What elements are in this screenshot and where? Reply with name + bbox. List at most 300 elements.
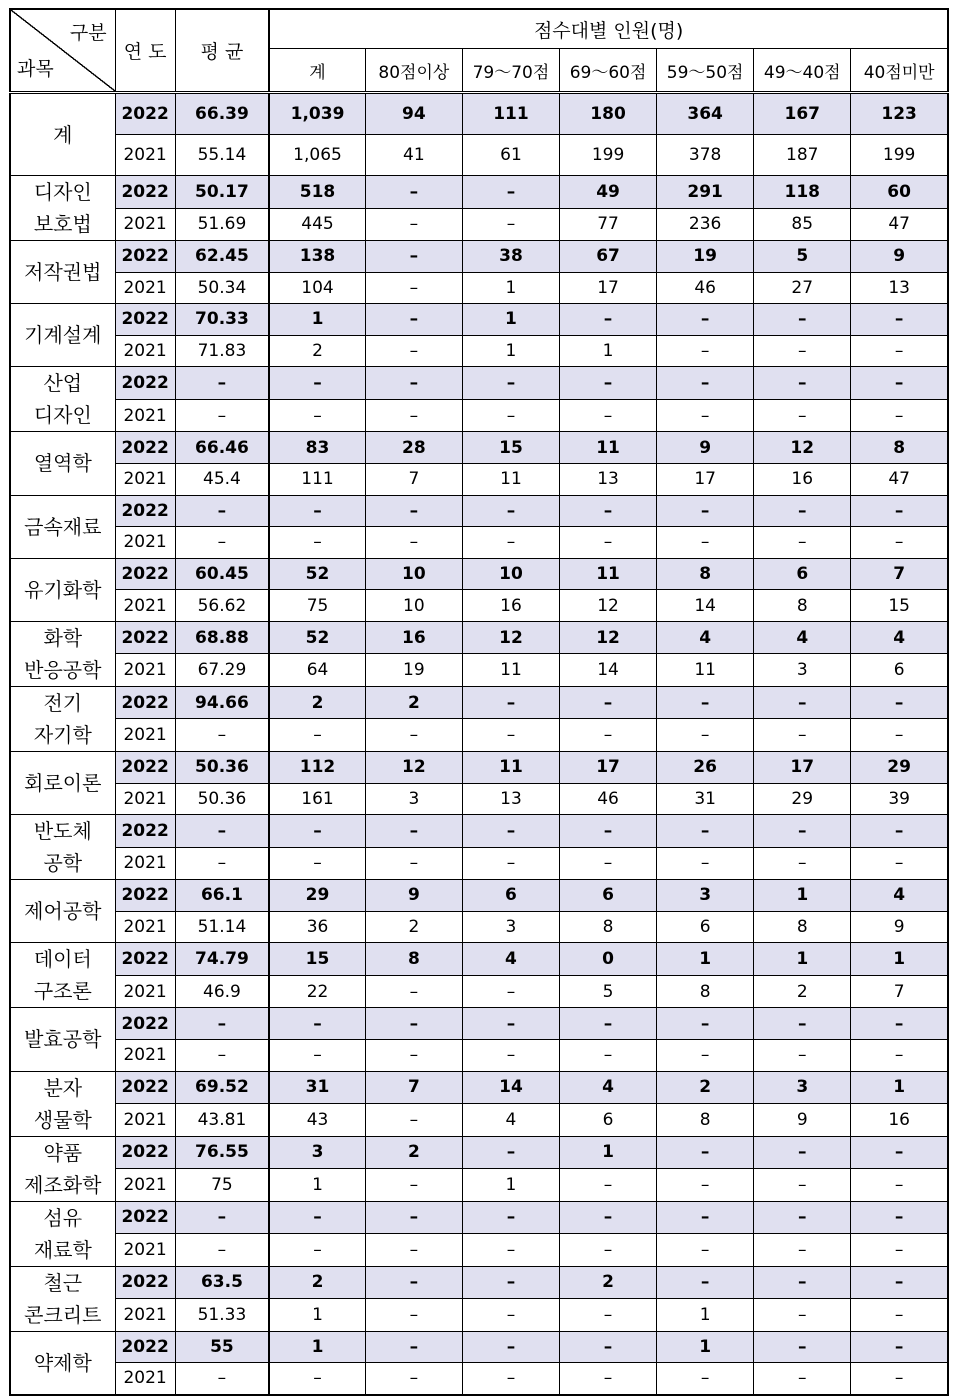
count-cell: – [754, 1266, 851, 1299]
subject-label: 저작권법 [24, 260, 102, 285]
year-cell: 2021 [115, 335, 175, 367]
count-cell: – [560, 495, 657, 527]
count-cell: – [365, 304, 462, 336]
count-cell: – [462, 686, 559, 719]
year-cell: 2021 [115, 208, 175, 241]
count-cell: – [657, 335, 754, 367]
count-cell: 41 [365, 135, 462, 176]
count-cell: 111 [462, 93, 559, 135]
count-cell: – [560, 1299, 657, 1332]
count-cell: – [560, 399, 657, 432]
year-cell: 2022 [115, 943, 175, 976]
count-cell: 1,065 [269, 135, 365, 176]
subject-cell [10, 751, 115, 814]
count-cell: – [365, 241, 462, 273]
count-cell: – [560, 847, 657, 880]
year-cell: 2021 [115, 847, 175, 880]
year-cell: 2022 [115, 1136, 175, 1169]
count-cell: – [754, 815, 851, 848]
average-cell: 67.29 [175, 654, 269, 687]
count-cell: – [365, 1008, 462, 1040]
count-cell: – [462, 1234, 559, 1267]
count-cell: 47 [851, 208, 948, 241]
count-cell: 12 [462, 621, 559, 654]
subject-label: 분자 생물학 [33, 1075, 92, 1132]
count-cell: – [365, 1104, 462, 1137]
count-cell: – [851, 335, 948, 367]
count-cell: – [462, 719, 559, 752]
subject-label: 회로이론 [24, 771, 102, 796]
count-cell: 12 [365, 751, 462, 783]
count-cell: 64 [269, 654, 365, 687]
subject-label: 약제학 [33, 1350, 92, 1375]
count-cell: 2 [269, 686, 365, 719]
count-cell: – [560, 719, 657, 752]
count-cell: 17 [560, 272, 657, 304]
average-cell: 46.9 [175, 975, 269, 1008]
subject-label: 전기 자기학 [33, 690, 92, 747]
count-cell: 5 [560, 975, 657, 1008]
count-cell: 61 [462, 135, 559, 176]
count-cell: – [269, 1363, 365, 1395]
count-cell: 13 [851, 272, 948, 304]
average-cell: 50.36 [175, 783, 269, 815]
count-cell: – [269, 1039, 365, 1071]
table-row [10, 208, 948, 241]
count-cell: – [657, 1008, 754, 1040]
table-row [10, 1201, 948, 1234]
subject-cell [10, 367, 115, 432]
count-cell: 1 [269, 1299, 365, 1332]
average-cell: 60.45 [175, 558, 269, 590]
count-cell: 29 [754, 783, 851, 815]
count-cell: – [269, 495, 365, 527]
count-cell: – [269, 1008, 365, 1040]
count-cell: 14 [462, 1071, 559, 1104]
average-cell: 51.14 [175, 911, 269, 943]
count-cell: – [462, 1136, 559, 1169]
count-cell: 14 [657, 590, 754, 622]
count-cell: 1 [657, 1331, 754, 1363]
count-cell: – [365, 1299, 462, 1332]
count-cell: 8 [754, 911, 851, 943]
year-cell: 2022 [115, 815, 175, 848]
count-cell: – [365, 335, 462, 367]
average-cell: – [175, 1039, 269, 1071]
table-row [10, 943, 948, 976]
count-cell: 104 [269, 272, 365, 304]
year-cell: 2021 [115, 1234, 175, 1267]
table-row [10, 272, 948, 304]
count-cell: – [851, 1201, 948, 1234]
year-cell: 2021 [115, 1363, 175, 1395]
average-cell: 56.62 [175, 590, 269, 622]
count-cell: – [462, 847, 559, 880]
count-cell: 1 [657, 943, 754, 976]
count-cell: – [754, 304, 851, 336]
count-cell: – [657, 1234, 754, 1267]
count-cell: – [754, 719, 851, 752]
table-row [10, 880, 948, 912]
count-cell: 38 [462, 241, 559, 273]
year-cell: 2022 [115, 1201, 175, 1234]
count-cell: 6 [851, 654, 948, 687]
count-cell: 6 [462, 880, 559, 912]
count-cell: 22 [269, 975, 365, 1008]
count-cell: – [851, 1136, 948, 1169]
count-cell: 11 [560, 558, 657, 590]
subject-label: 약품 제조화학 [24, 1140, 102, 1197]
count-cell: – [754, 1169, 851, 1202]
subject-label: 유기화학 [24, 577, 102, 602]
count-cell: 12 [754, 432, 851, 464]
count-cell: 1 [462, 272, 559, 304]
average-cell: 45.4 [175, 463, 269, 495]
average-header: 평 균 [175, 9, 269, 93]
average-cell: 71.83 [175, 335, 269, 367]
score-distribution-table [9, 8, 949, 1396]
count-cell: – [754, 1299, 851, 1332]
subject-label: 열역학 [33, 451, 92, 476]
table-row [10, 335, 948, 367]
table-row [10, 432, 948, 464]
count-cell: – [657, 686, 754, 719]
subject-cell [10, 304, 115, 367]
year-cell: 2022 [115, 880, 175, 912]
count-cell: 8 [754, 590, 851, 622]
year-cell: 2022 [115, 558, 175, 590]
count-cell: – [560, 1008, 657, 1040]
count-cell: – [560, 1234, 657, 1267]
count-cell: – [851, 1169, 948, 1202]
count-cell: – [560, 1363, 657, 1395]
subject-cell [10, 1331, 115, 1395]
subject-cell [10, 621, 115, 686]
count-cell: 10 [462, 558, 559, 590]
count-cell: – [462, 527, 559, 559]
count-cell: 8 [851, 432, 948, 464]
count-cell: 199 [560, 135, 657, 176]
subject-cell [10, 241, 115, 304]
count-cell: 52 [269, 558, 365, 590]
corner-top-label: 구분 [69, 22, 107, 44]
year-cell: 2021 [115, 399, 175, 432]
count-cell: – [657, 527, 754, 559]
count-cell: 1 [657, 1299, 754, 1332]
column-header-40s: 49～40점 [754, 49, 851, 93]
year-cell: 2021 [115, 654, 175, 687]
count-cell: – [851, 304, 948, 336]
average-cell: 55.14 [175, 135, 269, 176]
year-cell: 2021 [115, 1169, 175, 1202]
average-cell: – [175, 495, 269, 527]
count-cell: – [462, 1201, 559, 1234]
count-cell: 1 [851, 1071, 948, 1104]
year-cell: 2021 [115, 527, 175, 559]
table-row [10, 135, 948, 176]
count-cell: 5 [754, 241, 851, 273]
count-cell: 236 [657, 208, 754, 241]
count-cell: 2 [269, 1266, 365, 1299]
count-cell: 46 [657, 272, 754, 304]
count-cell: 11 [560, 432, 657, 464]
count-cell: – [365, 272, 462, 304]
count-cell: – [560, 527, 657, 559]
count-cell: – [657, 815, 754, 848]
count-cell: 15 [851, 590, 948, 622]
count-cell: 9 [754, 1104, 851, 1137]
count-cell: – [462, 1331, 559, 1363]
year-cell: 2021 [115, 911, 175, 943]
count-cell: 31 [269, 1071, 365, 1104]
count-cell: 138 [269, 241, 365, 273]
year-cell: 2022 [115, 176, 175, 209]
average-cell: 94.66 [175, 686, 269, 719]
table-row [10, 1266, 948, 1299]
count-cell: – [365, 719, 462, 752]
count-cell: – [365, 208, 462, 241]
table-row [10, 1331, 948, 1363]
count-cell: – [560, 815, 657, 848]
count-cell: 112 [269, 751, 365, 783]
subject-cell [10, 1201, 115, 1266]
count-cell: – [851, 1234, 948, 1267]
table-row [10, 975, 948, 1008]
count-cell: 17 [657, 463, 754, 495]
table-row [10, 590, 948, 622]
count-cell: 123 [851, 93, 948, 135]
year-cell: 2022 [115, 1331, 175, 1363]
count-cell: – [754, 686, 851, 719]
average-cell: 51.33 [175, 1299, 269, 1332]
count-cell: – [657, 495, 754, 527]
count-cell: 1 [560, 1136, 657, 1169]
count-cell: – [365, 1169, 462, 1202]
count-cell: – [657, 847, 754, 880]
table-row [10, 463, 948, 495]
average-cell: – [175, 719, 269, 752]
count-cell: 27 [754, 272, 851, 304]
count-cell: – [365, 495, 462, 527]
count-cell: – [851, 1299, 948, 1332]
count-cell: – [657, 1201, 754, 1234]
count-cell: 83 [269, 432, 365, 464]
count-cell: – [462, 1363, 559, 1395]
average-cell: 63.5 [175, 1266, 269, 1299]
count-cell: – [560, 304, 657, 336]
count-cell: 10 [365, 590, 462, 622]
count-cell: 52 [269, 621, 365, 654]
subject-cell [10, 432, 115, 495]
count-cell: 17 [560, 751, 657, 783]
table-row [10, 621, 948, 654]
count-cell: – [560, 1201, 657, 1234]
average-cell: 66.39 [175, 93, 269, 135]
count-cell: – [269, 527, 365, 559]
count-cell: 167 [754, 93, 851, 135]
subject-label: 산업 디자인 [33, 371, 92, 428]
count-cell: – [365, 1266, 462, 1299]
subject-cell [10, 686, 115, 751]
subject-cell [10, 1266, 115, 1331]
count-cell: 1 [754, 943, 851, 976]
count-cell: 1,039 [269, 93, 365, 135]
count-cell: – [657, 399, 754, 432]
count-cell: 2 [754, 975, 851, 1008]
year-cell: 2022 [115, 621, 175, 654]
count-cell: 29 [851, 751, 948, 783]
count-cell: 6 [754, 558, 851, 590]
year-cell: 2022 [115, 304, 175, 336]
average-cell: 51.69 [175, 208, 269, 241]
count-cell: 7 [851, 558, 948, 590]
count-cell: 28 [365, 432, 462, 464]
table-row [10, 527, 948, 559]
year-cell: 2021 [115, 1104, 175, 1137]
count-cell: – [560, 686, 657, 719]
year-header: 연 도 [115, 9, 175, 93]
count-cell: 19 [365, 654, 462, 687]
count-cell: – [365, 367, 462, 400]
count-cell: – [365, 1039, 462, 1071]
count-cell: 3 [462, 911, 559, 943]
year-cell: 2021 [115, 463, 175, 495]
average-cell: 70.33 [175, 304, 269, 336]
count-cell: 161 [269, 783, 365, 815]
count-cell: – [269, 367, 365, 400]
count-cell: – [851, 1039, 948, 1071]
count-cell: – [851, 367, 948, 400]
table-row [10, 1039, 948, 1071]
count-cell: – [851, 815, 948, 848]
count-cell: – [851, 495, 948, 527]
year-cell: 2022 [115, 686, 175, 719]
count-cell: – [754, 335, 851, 367]
count-cell: – [754, 399, 851, 432]
table-row [10, 1299, 948, 1332]
count-cell: 1 [851, 943, 948, 976]
column-header-total: 계 [269, 49, 365, 93]
count-cell: 199 [851, 135, 948, 176]
count-cell: 12 [560, 621, 657, 654]
count-cell: – [657, 719, 754, 752]
year-cell: 2022 [115, 751, 175, 783]
count-cell: 17 [754, 751, 851, 783]
count-cell: 4 [462, 1104, 559, 1137]
count-cell: 49 [560, 176, 657, 209]
subject-label: 디자인 보호법 [33, 180, 92, 236]
count-cell: 1 [269, 1169, 365, 1202]
column-header-under-40: 40점미만 [851, 49, 948, 93]
year-cell: 2021 [115, 272, 175, 304]
count-cell: – [462, 815, 559, 848]
year-cell: 2022 [115, 1008, 175, 1040]
year-cell: 2022 [115, 1266, 175, 1299]
table-row [10, 1234, 948, 1267]
count-cell: – [851, 1363, 948, 1395]
subject-cell [10, 176, 115, 241]
count-cell: 1 [462, 304, 559, 336]
count-cell: 9 [365, 880, 462, 912]
count-cell: 7 [851, 975, 948, 1008]
count-cell: – [462, 399, 559, 432]
count-cell: 187 [754, 135, 851, 176]
table-row [10, 558, 948, 590]
count-cell: 1 [560, 335, 657, 367]
count-cell: 8 [365, 943, 462, 976]
count-cell: – [754, 1201, 851, 1234]
count-cell: – [754, 1008, 851, 1040]
count-cell: 3 [754, 654, 851, 687]
subject-cell [10, 558, 115, 621]
count-cell: 31 [657, 783, 754, 815]
table-row [10, 847, 948, 880]
count-cell: 378 [657, 135, 754, 176]
count-cell: 8 [657, 558, 754, 590]
count-cell: 11 [462, 463, 559, 495]
count-cell: 2 [365, 686, 462, 719]
count-cell: – [269, 815, 365, 848]
count-cell: 4 [754, 621, 851, 654]
count-cell: 11 [462, 751, 559, 783]
table-row [10, 1169, 948, 1202]
count-cell: – [851, 686, 948, 719]
count-cell: – [560, 1169, 657, 1202]
column-header-80-plus: 80점이상 [365, 49, 462, 93]
column-header-60s: 69～60점 [560, 49, 657, 93]
subject-label: 계 [53, 122, 73, 147]
average-cell: – [175, 367, 269, 400]
table-row [10, 815, 948, 848]
count-cell: 15 [462, 432, 559, 464]
count-cell: 16 [754, 463, 851, 495]
year-cell: 2022 [115, 495, 175, 527]
count-cell: 46 [560, 783, 657, 815]
table-row [10, 93, 948, 135]
count-cell: 3 [657, 880, 754, 912]
count-cell: 2 [365, 911, 462, 943]
count-cell: – [657, 1136, 754, 1169]
average-cell: 50.34 [175, 272, 269, 304]
count-cell: 43 [269, 1104, 365, 1137]
year-cell: 2022 [115, 1071, 175, 1104]
count-cell: 75 [269, 590, 365, 622]
table-row [10, 176, 948, 209]
count-cell: 2 [269, 335, 365, 367]
table-row [10, 1104, 948, 1137]
count-cell: – [851, 1266, 948, 1299]
count-cell: – [462, 495, 559, 527]
average-cell: – [175, 1201, 269, 1234]
count-cell: 10 [365, 558, 462, 590]
year-cell: 2022 [115, 241, 175, 273]
count-cell: 47 [851, 463, 948, 495]
year-cell: 2021 [115, 719, 175, 752]
count-cell: 1 [754, 880, 851, 912]
count-cell: 1 [269, 1331, 365, 1363]
count-cell: – [754, 1363, 851, 1395]
subject-cell [10, 815, 115, 880]
count-cell: – [365, 1234, 462, 1267]
count-cell: 85 [754, 208, 851, 241]
subject-label: 발효공학 [24, 1027, 102, 1052]
average-cell: – [175, 1008, 269, 1040]
count-cell: – [269, 847, 365, 880]
average-cell: – [175, 815, 269, 848]
subject-cell [10, 495, 115, 558]
count-cell: – [462, 975, 559, 1008]
count-cell: 0 [560, 943, 657, 976]
